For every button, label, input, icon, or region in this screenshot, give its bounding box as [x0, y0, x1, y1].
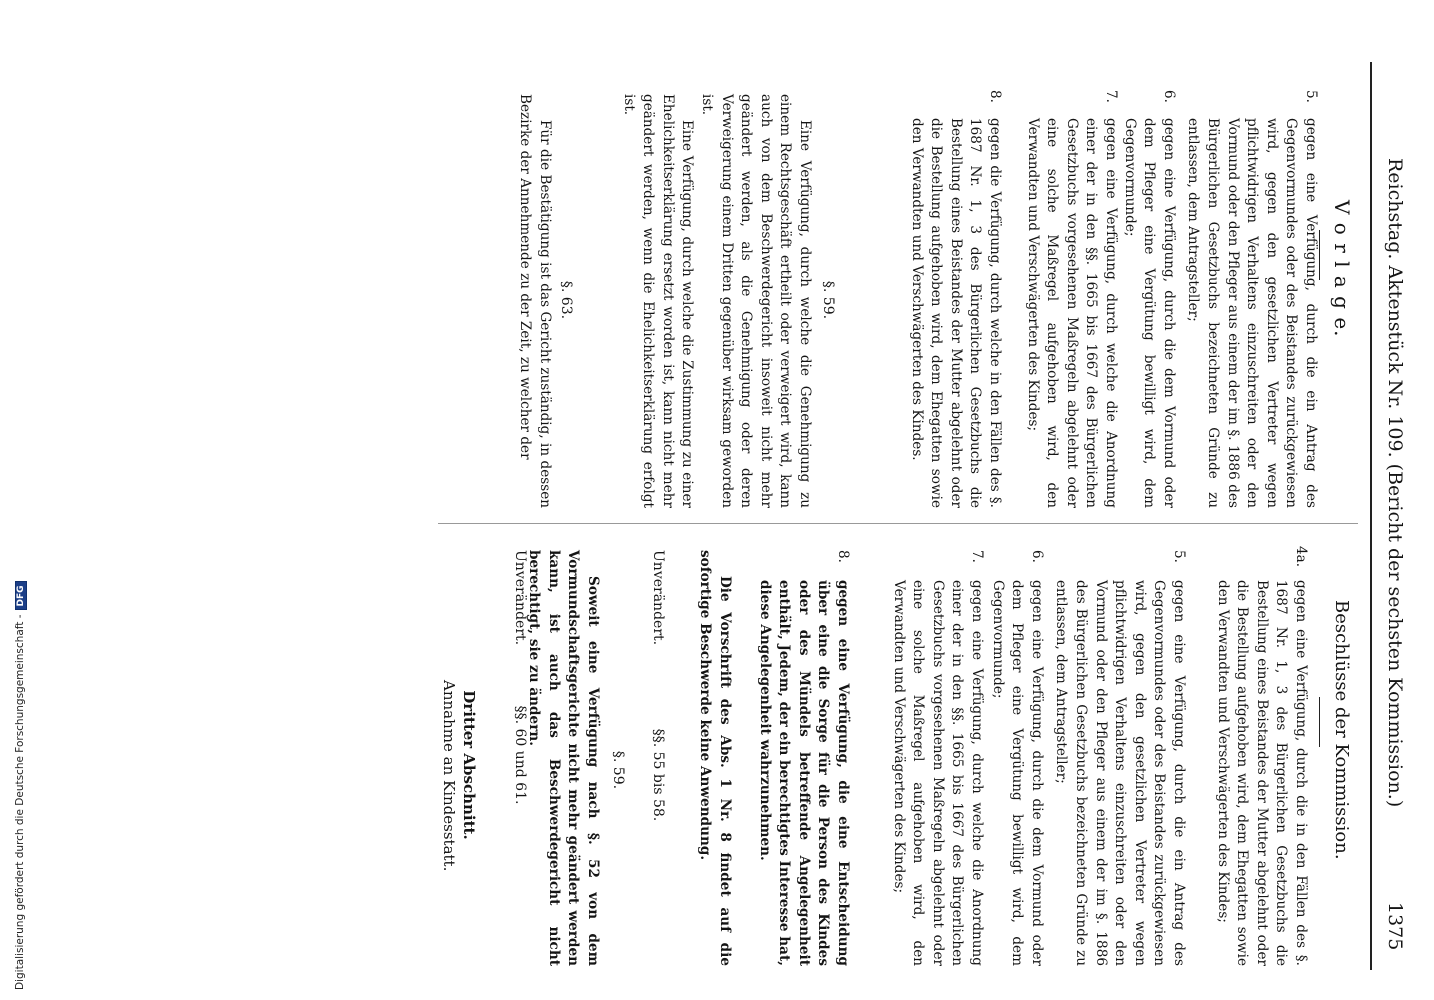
right-unveraendert-2: Unverändert.: [512, 550, 528, 646]
running-header: Reichstag. Aktenstück Nr. 109. (Bericht der sechsten Kommission.): [1384, 158, 1406, 808]
right-vorschrift: Die Vorschrift des Abs. 1 Nr. 8 findet auf die sofortige Beschwerde keine Anwendung.: [697, 550, 733, 966]
left-item-6: 6. gegen eine Verfügung, durch die dem Vormund oder dem Pfleger eine Vergütung bewilligt wird, dem Gegenvormunde;: [1121, 90, 1177, 508]
left-column-title: V o r l a g e.: [1330, 200, 1354, 338]
right-item-6: 6. gegen eine Verfügung, durch die dem Vormund oder dem Pfleger eine Vergütung bewilligt wird, dem Gegenvormunde;: [989, 550, 1045, 966]
right-abschnitt: Dritter Abschnitt.: [460, 690, 478, 840]
right-s59-heading: §. 59.: [610, 750, 626, 790]
header-rule: [1370, 62, 1372, 970]
left-s63-heading: §. 63.: [558, 280, 574, 320]
left-item-5: 5. gegen eine Verfügung, durch die ein Antrag des Gegenvormundes oder des Beistandes zurückgewiesen wird, gegen den gesetzlichen Vertreter wegen pflichtwidrigen Verhaltens einzuschreiten oder den Vormund oder den Pfleger aus einem der im §. 1886 des Bürgerlichen Gesetzbuchs bezeichneten Gründe zu entlassen, dem Antragsteller;: [1185, 90, 1319, 508]
left-s63-text: Für die Bestätigung ist das Gericht zuständig, in dessen Bezirke der Annehmende zu der Zeit, zu welcher der: [517, 94, 553, 508]
dfg-logo-icon: DFG: [15, 581, 27, 610]
digitization-footer: Digitalisierung gefördert durch die Deutsche Forschungsgemeinschaft -DFG: [14, 581, 27, 990]
right-ss55-58: §§. 55 bis 58.: [650, 728, 666, 822]
left-s59-body: Eine Verfügung, durch welche die Genehmigung zu einem Rechtsgeschäft ertheilt oder verweigert wird, kann auch von dem Beschwerdegericht insoweit nicht mehr geändert werden, als die Genehmigung oder deren Verweigerung einem Dritten gegenüber wirksam geworden ist. Eine Verfügung, durch welche die Zustimmung zu einer Ehelichkeitserklärung ersetzt worden ist, kann nicht mehr geändert werden, wenn die Ehelichkeitserklärung erfolgt ist.: [620, 94, 813, 508]
right-item-7: 7. gegen eine Verfügung, durch welche die Anordnung einer der in den §§. 1665 bis 1667 des Bürgerlichen Gesetzbuchs vorgesehenen Maßregeln abgelehnt oder eine solche Maßregel aufgehoben wird, den Verwandten und Verschwägerten des Kindes;: [890, 550, 985, 966]
left-item-8: 8. gegen die Verfügung, durch welche in den Fällen des §. 1687 Nr. 1, 3 des Bürgerlichen Gesetzbuchs die Bestellung eines Beistandes der Mutter abgelehnt oder die Bestellung aufgehoben wird, dem Ehegatten sowie den Verwandten und Verschwägerten des Kindes.: [908, 90, 1003, 508]
right-ss60-61: §§. 60 und 61.: [512, 705, 528, 805]
right-s59-text: Soweit eine Verfügung nach §. 52 von dem Vormundschaftsgerichte nicht mehr geändert werden kann, ist auch das Beschwerdegericht nicht berechtigt, sie zu ändern.: [526, 550, 601, 966]
right-item-5: 5. gegen eine Verfügung, durch die ein Antrag des Gegenvormundes oder des Beistandes zurückgewiesen wird, gegen den gesetzlichen Vertreter wegen pflichtwidrigen Verhaltens einzuschreiten oder den Vormund oder den Pfleger aus einem der im §. 1886 des Bürgerlichen Gesetzbuchs bezeichneten Gründe zu entlassen, dem Antragsteller;: [1053, 550, 1187, 966]
right-unveraendert-1: Unverändert.: [650, 550, 666, 646]
left-s59-heading: §. 59.: [820, 280, 836, 320]
left-item-7: 7. gegen eine Verfügung, durch welche die Anordnung einer der in den §§. 1665 bis 1667 des Bürgerlichen Gesetzbuchs vorgesehenen Maßregeln abgelehnt oder eine solche Maßregel aufgehoben wird, den Verwandten und Verschwägerten des Kindes;: [1024, 90, 1119, 508]
page-number: 1375: [1384, 902, 1406, 951]
column-separator: [438, 523, 1358, 524]
right-item-8: 8. gegen eine Verfügung, die eine Entscheidung über eine die Sorge für die Person des Kindes oder des Mündels betreffende Angelegenheit enthält, Jedem, der ein berechtigtes Interesse hat, diese Angelegenheit wahrzunehmen.: [756, 550, 851, 966]
right-item-4a: 4a. gegen eine Verfügung, durch die in den Fällen des §. 1687 Nr. 1, 3 des Bürgerlichen Gesetzbuchs die Bestellung eines Beistandes der Mutter abgelehnt oder die Bestellung aufgehoben wird, dem Ehegatten sowie den Verwandten und Verschwägerten des Kindes;: [1214, 546, 1309, 966]
right-column-title: Beschlüsse der Kommission.: [1331, 600, 1352, 860]
right-title-rule: [1319, 697, 1320, 747]
right-annahme: Annahme an Kindesstatt.: [440, 680, 458, 872]
